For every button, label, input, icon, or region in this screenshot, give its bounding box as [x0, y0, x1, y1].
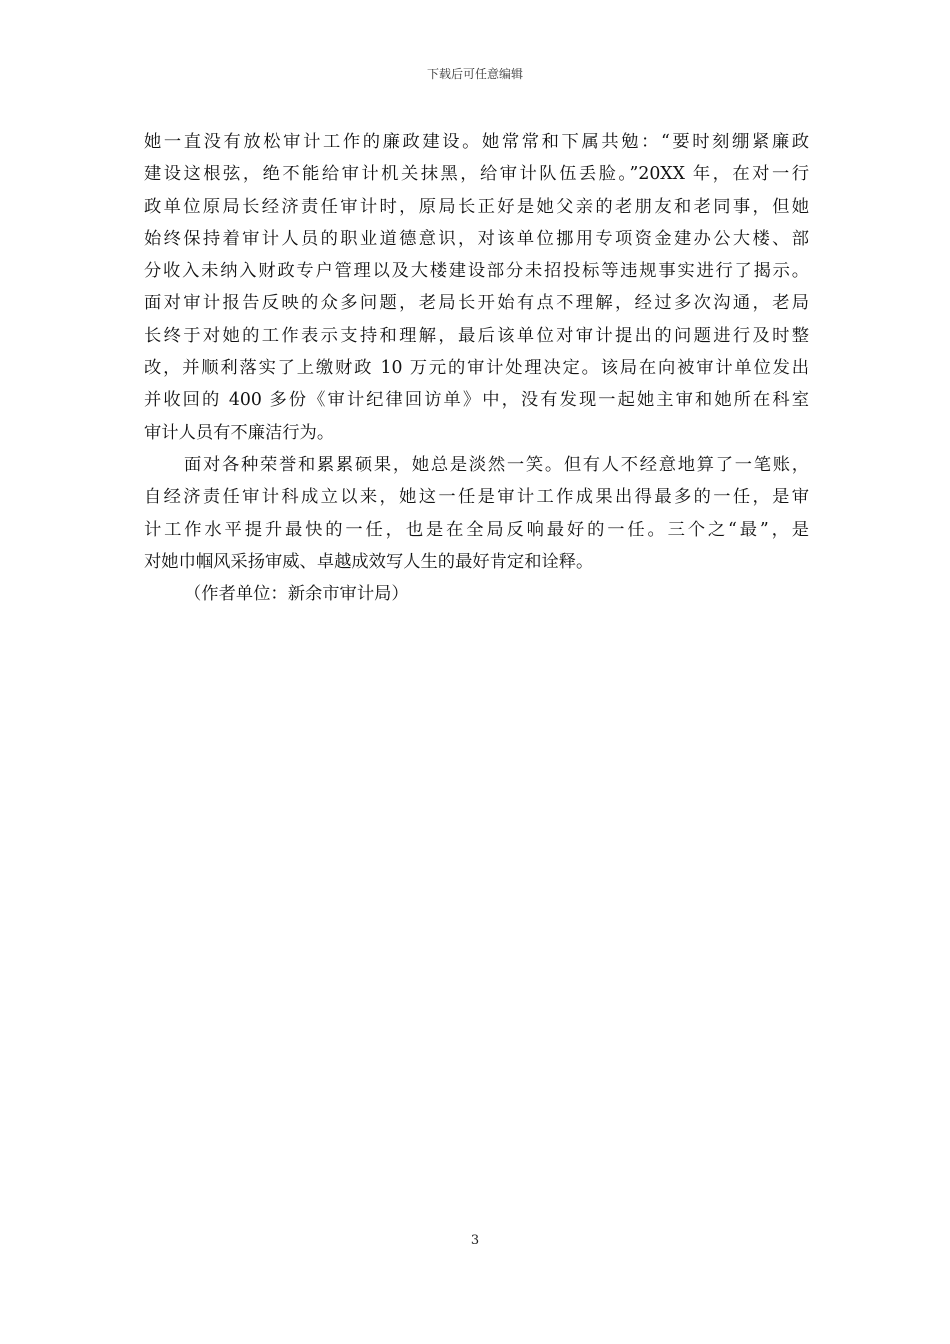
author-unit: [144, 578, 809, 610]
page-number: 3: [470, 1233, 480, 1248]
text-line: 她一直没有放松审计工作的廉政建设。她常常和下属共勉：“要时刻绷紧廉政: [144, 132, 809, 152]
text-line: 政单位原局长经济责任审计时，原局长正好是她父亲的老朋友和老同事，但她: [144, 196, 809, 217]
text-line: 改，并顺利落实了上缴财政 10 万元的审计处理决定。该局在向被审计单位发出: [144, 358, 809, 379]
text-line: 计工作水平提升最快的一任，也是在全局反响最好的一任。三个之“最”，是: [144, 519, 809, 540]
author-unit-text: （作者单位：新余市审计局）: [184, 584, 409, 605]
text-line: 对她巾帼风采扬审威、卓越成效写人生的最好肯定和诠释。: [144, 551, 594, 572]
page-header: 下载后可任意编辑: [426, 67, 523, 81]
paragraph-2: [144, 449, 809, 578]
text-line: 并收回的 400 多份《审计纪律回访单》中，没有发现一起她主审和她所在科室: [144, 390, 809, 411]
text-line: 面对审计报告反映的众多问题，老局长开始有点不理解，经过多次沟通，老局: [144, 293, 809, 314]
text-line: 始终保持着审计人员的职业道德意识，对该单位挪用专项资金建办公大楼、部: [144, 228, 809, 249]
text-line: 面对各种荣誉和累累硕果，她总是淡然一笑。但有人不经意地算了一笔账，: [184, 454, 809, 475]
text-line: 分收入未纳入财政专户管理以及大楼建设部分未招投标等违规事实进行了揭示。: [144, 261, 809, 282]
paragraph-1: [144, 126, 809, 449]
text-line: 自经济责任审计科成立以来，她这一任是审计工作成果出得最多的一任，是审: [144, 487, 809, 508]
text-line: 建设这根弦，绝不能给审计机关抹黑，给审计队伍丢脸。”20XX 年，在对一行: [144, 164, 809, 185]
text-line: 长终于对她的工作表示支持和理解，最后该单位对审计提出的问题进行及时整: [144, 325, 809, 346]
text-line: 审计人员有不廉洁行为。: [144, 422, 335, 443]
document-body: [144, 126, 809, 610]
